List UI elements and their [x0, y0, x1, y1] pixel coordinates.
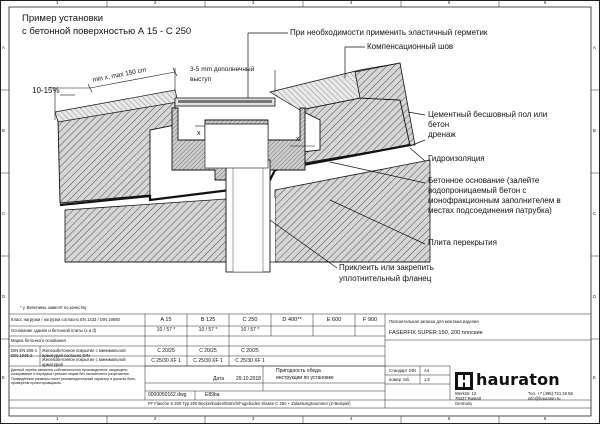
hauraton-logo-mark	[455, 372, 473, 390]
x-label-left: x	[197, 130, 201, 137]
table-row4-code: DIN EN 206-1 DIN 1045-2	[11, 348, 38, 358]
instruction-line1: Пригодность обеда	[276, 368, 321, 374]
footnote: * у. Величины зависят по качеству	[20, 305, 87, 310]
annotation-drainage: дренаж	[428, 130, 456, 139]
contact-line2: info@hauraton.ru	[528, 396, 561, 401]
scale-label: Стандарт DIN	[389, 368, 416, 373]
table-row4-label: Железобетонное покрытие с минимальной арматурой согласно DIN	[42, 348, 126, 358]
row2-value-c250: 10 / 57 *	[240, 327, 260, 333]
row5-value-c250: C 25/30 XF 1	[235, 358, 265, 364]
row5-value-b125: C 25/30 XF 1	[193, 358, 223, 364]
grid-left-b: B	[2, 128, 5, 133]
grid-right-a: A	[593, 45, 596, 50]
grid-right-b: B	[593, 128, 596, 133]
table-row2-label: Основание здания и бетонной плиты (x и d)	[11, 328, 97, 333]
address-line3: Germany	[455, 401, 473, 406]
date-label: Дата	[213, 376, 225, 382]
class-a15: A 15	[160, 317, 172, 323]
drawing-title-line1: Пример установки	[22, 13, 104, 24]
x-label-right: x	[296, 136, 300, 143]
grid-top-6: 6	[544, 0, 547, 5]
grid-right-e: E	[593, 375, 596, 380]
grid-left-d: D	[2, 294, 6, 299]
drain-outlet-inner	[233, 160, 263, 272]
annotation-base-line4: местах подсоединения патрубка)	[428, 206, 552, 215]
annotation-expansion-joint: Компенсационный шов	[367, 42, 454, 51]
grid-top-4: 4	[350, 0, 353, 5]
row4-value-b125: C 20/25	[199, 348, 217, 354]
grid-top-5: 5	[448, 0, 451, 5]
company-logo-text: hauraton	[476, 370, 560, 389]
grid-left-c: C	[2, 211, 6, 216]
row2-value-b125: 10 / 57 *	[198, 327, 218, 333]
annotation-flange-line1: Приклеить или закрепить	[339, 263, 434, 272]
sheet-code: E89ba	[205, 392, 220, 398]
product-name: FASERFIX SUPER 150, 200 плоские	[389, 330, 483, 336]
grid-top-3: 3	[252, 0, 255, 5]
contact-line1: Тел. +7 (495) 721 26 58	[528, 391, 573, 396]
annotation-slab: Плита перекрытия	[428, 238, 497, 247]
sheet-label: номер таб.	[389, 377, 411, 382]
scale-value: A4	[424, 368, 430, 373]
class-d400: D 400**	[282, 317, 302, 323]
grid-right-d: D	[593, 294, 597, 299]
drawing-number: 0000050162.dwg	[148, 392, 187, 398]
drain-inner-cavity	[205, 124, 268, 168]
grid-top-1: 1	[56, 0, 59, 5]
grid-bottom-2: 2	[154, 416, 157, 421]
grid-top-2: 2	[154, 0, 157, 5]
class-c250: C 250	[242, 317, 258, 323]
annotation-screed-line1: Цементный бесшовный пол или	[428, 110, 548, 119]
row4-value-c250: C 20/25	[241, 348, 259, 354]
annotation-screed-line2: бетон	[428, 120, 450, 129]
grid-bottom-3: 3	[252, 416, 255, 421]
row2-value-a15: 10 / 57 *	[156, 327, 176, 333]
class-e600: E 600	[326, 317, 342, 323]
grid-bottom-1: 1	[56, 416, 59, 421]
date-value: 29.10.2018	[236, 376, 262, 382]
annotation-base-line1: Бетонное основание (залейте	[428, 176, 540, 185]
table-notes: Данный чертёж является собственностью производителя; запрещено копирование и передача третьим лицам без письменного разрешения. Приведённые размеры носят рекомендательный характер и должны быть проверены проектировщиком.	[11, 368, 136, 386]
annotation-waterproofing: Гидроизоляция	[428, 154, 485, 163]
gap-label-line2: выступ	[190, 76, 212, 83]
table-row5-label: Железобетонное покрытие с минимальной арматурой	[42, 357, 126, 367]
table-row1-label: Класс нагрузки / нагрузки согласно EN 1433 / DIN 19580	[11, 317, 120, 322]
sheet-value: 1:5	[424, 377, 430, 382]
grate-bars	[178, 100, 272, 103]
grid-right-c: C	[593, 211, 597, 216]
address-line1: Werkstr. 13	[455, 391, 477, 396]
annotation-sealant: При необходимости применить эластичный герметик	[290, 28, 488, 37]
gap-label-line1: 3-5 mm дополнечный	[190, 66, 255, 73]
address-line2: 76437 Rastatt	[455, 396, 482, 401]
annotation-base-line3: монофракционным заполнителем в	[428, 196, 561, 205]
class-b125: B 125	[200, 317, 216, 323]
row5-value-a15: C 25/30 XF 1	[151, 358, 181, 364]
grid-left-e: E	[2, 375, 5, 380]
slope-label: 10-15%	[32, 86, 60, 95]
row4-value-a15: C 20/25	[157, 348, 175, 354]
annotation-base-line2: водопроницаемый бетон с	[428, 186, 527, 195]
annotation-flange-line2: уплотнительный фланец	[339, 274, 432, 283]
instruction-line2: инструкции по установке	[276, 375, 334, 381]
product-label: Пояснительная записка для монтажа изделия	[389, 319, 479, 324]
drawing-title-line2: с бетонной поверхностью А 15 - С 250	[22, 26, 192, 37]
grid-bottom-6: 6	[544, 416, 547, 421]
grid-left-a: A	[2, 45, 5, 50]
class-f900: F 900	[362, 317, 378, 323]
min-max-label: min x, max 150 cm	[92, 66, 147, 84]
grid-bottom-4: 4	[350, 416, 353, 421]
table-row3-label: Марка бетонного основания	[11, 338, 66, 343]
grid-bottom-5: 5	[448, 416, 451, 421]
footer-text: FF Flaeche S 200 Typ 200 Beckenboden/Estrich/Fugeboden Klasse C 250 + Zulassungsnummer (Z-Beispiel)	[148, 401, 351, 406]
